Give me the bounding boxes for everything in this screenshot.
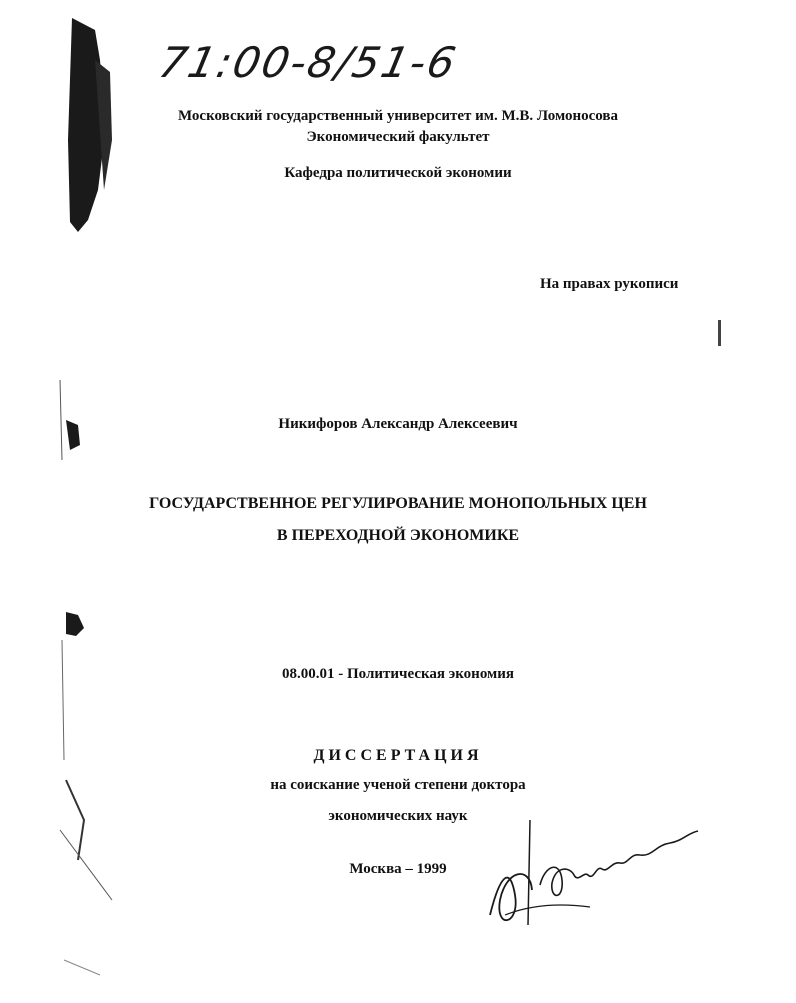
handwritten-archive-code: 71:00-8/51-6 — [154, 38, 462, 87]
department-name: Кафедра политической экономии — [284, 165, 512, 181]
university-name: Московский государственный университет им. М.В. Ломоносова — [177, 108, 619, 124]
rights-notice: На правах рукописи — [540, 276, 679, 292]
city-year: Москва – 1999 — [349, 861, 447, 877]
faculty-name: Экономический факультет — [306, 129, 490, 145]
scan-mark — [718, 320, 721, 346]
thesis-title-line1: ГОСУДАРСТВЕННОЕ РЕГУЛИРОВАНИЕ МОНОПОЛЬНЫХ ЦЕН — [149, 495, 647, 512]
author-name: Никифоров Александр Алексеевич — [278, 416, 518, 432]
author-signature — [470, 805, 700, 935]
specialty-code: 08.00.01 - Политическая экономия — [281, 666, 515, 682]
degree-line1: на соискание ученой степени доктора — [270, 777, 526, 793]
degree-line2: экономических наук — [328, 808, 468, 824]
document-type: ДИССЕРТАЦИЯ — [313, 747, 483, 764]
thesis-title-line2: В ПЕРЕХОДНОЙ ЭКОНОМИКЕ — [276, 527, 520, 544]
